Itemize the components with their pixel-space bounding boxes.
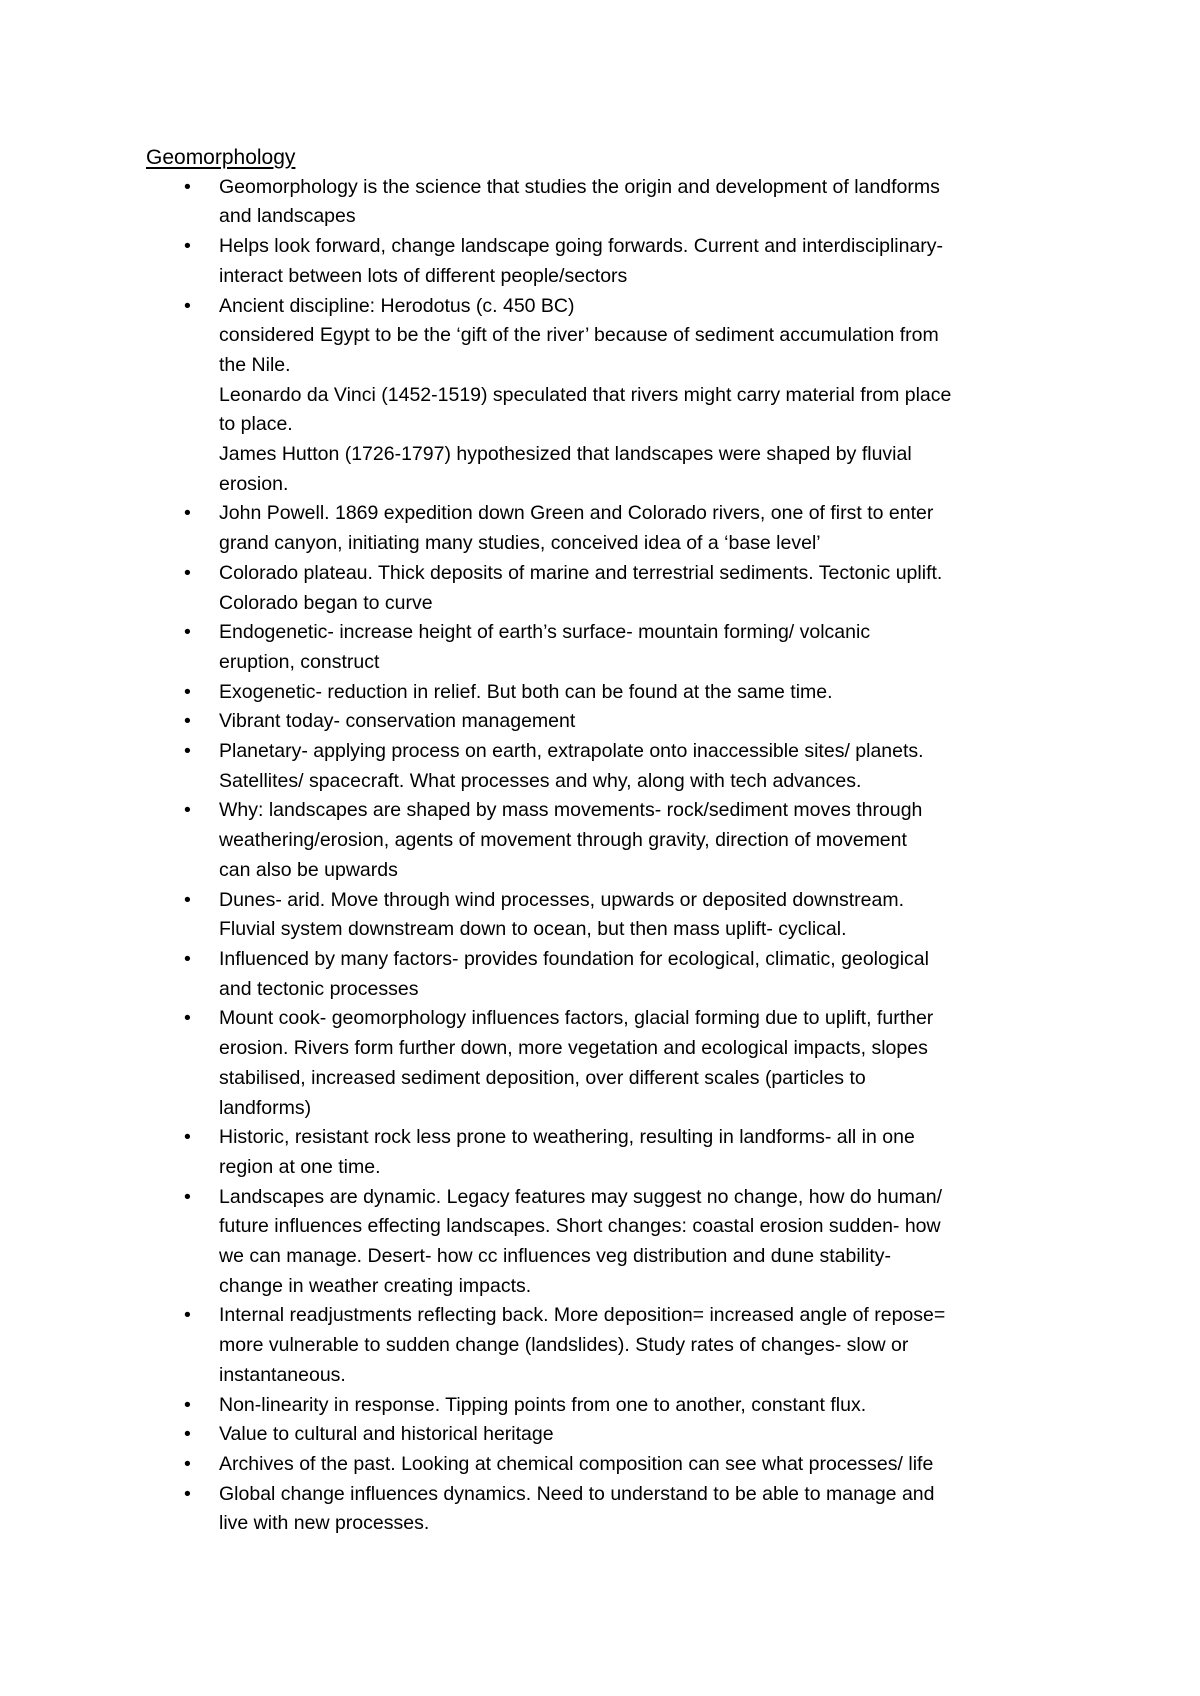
bullet-item xyxy=(146,707,1076,737)
bullet-item xyxy=(146,886,1076,945)
bullet-line: grand canyon, initiating many studies, conceived idea of a ‘base level’ xyxy=(219,532,821,555)
bullet-item xyxy=(146,1420,1076,1450)
bullet-line: and landscapes xyxy=(219,205,356,228)
bullet-line: • Internal readjustments reflecting back. More deposition= increased angle of repose= xyxy=(219,1304,946,1327)
bullet-item xyxy=(146,559,1076,618)
bullet-line: • Landscapes are dynamic. Legacy features may suggest no change, how do human/ xyxy=(219,1185,943,1208)
bullet-item xyxy=(146,173,1076,232)
bullet-line: • Global change influences dynamics. Need to understand to be able to manage and xyxy=(219,1482,935,1505)
bullet-line: • Planetary- applying process on earth, extrapolate onto inaccessible sites/ planets. xyxy=(219,740,924,763)
bullet-line: • Non-linearity in response. Tipping points from one to another, constant flux. xyxy=(219,1393,867,1416)
bullet-item xyxy=(146,1183,1076,1302)
bullet-item xyxy=(146,678,1076,708)
bullet-line: • Archives of the past. Looking at chemical composition can see what processes/ life xyxy=(219,1452,934,1475)
bullet-line: Satellites/ spacecraft. What processes and why, along with tech advances. xyxy=(219,769,862,792)
bullet-item xyxy=(146,232,1076,291)
bullet-line: instantaneous. xyxy=(219,1363,346,1386)
bullet-item xyxy=(146,618,1076,677)
bullet-line: we can manage. Desert- how cc influences veg distribution and dune stability- xyxy=(219,1245,892,1268)
bullet-line: more vulnerable to sudden change (landslides). Study rates of changes- slow or xyxy=(219,1334,909,1357)
bullet-line: landforms) xyxy=(219,1096,312,1119)
bullet-line: • Historic, resistant rock less prone to weathering, resulting in landforms- all in one xyxy=(219,1126,915,1149)
bullet-line: • Influenced by many factors- provides foundation for ecological, climatic, geological xyxy=(219,947,929,970)
bullet-item xyxy=(146,1391,1076,1421)
bullet-line: change in weather creating impacts. xyxy=(219,1274,532,1297)
document-content xyxy=(146,143,1076,1539)
bullet-line: Colorado began to curve xyxy=(219,591,433,614)
bullet-item xyxy=(146,1123,1076,1182)
bullet-item xyxy=(146,1450,1076,1480)
bullet-item xyxy=(146,1480,1076,1539)
bullet-line: the Nile. xyxy=(219,353,291,376)
bullet-line: • Endogenetic- increase height of earth’s surface- mountain forming/ volcanic xyxy=(219,621,871,644)
bullet-line: erosion. Rivers form further down, more vegetation and ecological impacts, slopes xyxy=(219,1037,928,1060)
bullet-line: erosion. xyxy=(219,472,289,495)
bullet-line: • Vibrant today- conservation management xyxy=(219,710,576,733)
bullet-item xyxy=(146,1004,1076,1123)
bullet-line: • Why: landscapes are shaped by mass movements- rock/sediment moves through xyxy=(219,799,923,822)
bullet-line: can also be upwards xyxy=(219,858,398,881)
bullet-line: considered Egypt to be the ‘gift of the river’ because of sediment accumulation from xyxy=(219,324,939,347)
bullet-line: stabilised, increased sediment deposition, over different scales (particles to xyxy=(219,1066,866,1089)
bullet-line: James Hutton (1726-1797) hypothesized that landscapes were shaped by fluvial xyxy=(219,443,912,466)
bullet-line: • John Powell. 1869 expedition down Green and Colorado rivers, one of first to enter xyxy=(219,502,934,525)
bullet-line: interact between lots of different people/sectors xyxy=(219,264,628,287)
bullet-item xyxy=(146,945,1076,1004)
bullet-line: Fluvial system downstream down to ocean, but then mass uplift- cyclical. xyxy=(219,918,847,941)
bullet-line: • Mount cook- geomorphology influences factors, glacial forming due to uplift, further xyxy=(219,1007,934,1030)
bullet-list xyxy=(146,173,1076,1539)
bullet-line: • Geomorphology is the science that studies the origin and development of landforms xyxy=(219,175,940,198)
bullet-line: Leonardo da Vinci (1452-1519) speculated that rivers might carry material from place xyxy=(219,383,952,406)
bullet-line: weathering/erosion, agents of movement through gravity, direction of movement xyxy=(219,829,907,852)
bullet-line: eruption, construct xyxy=(219,650,380,673)
bullet-line: • Colorado plateau. Thick deposits of marine and terrestrial sediments. Tectonic uplift. xyxy=(219,561,943,584)
bullet-item xyxy=(146,499,1076,558)
bullet-line: • Ancient discipline: Herodotus (c. 450 BC) xyxy=(219,294,575,317)
bullet-line: • Exogenetic- reduction in relief. But both can be found at the same time. xyxy=(219,680,833,703)
bullet-item xyxy=(146,796,1076,885)
bullet-item xyxy=(146,292,1076,500)
bullet-item xyxy=(146,1301,1076,1390)
bullet-line: • Value to cultural and historical heritage xyxy=(219,1423,554,1446)
bullet-line: live with new processes. xyxy=(219,1512,430,1535)
bullet-line: region at one time. xyxy=(219,1155,381,1178)
bullet-line: • Dunes- arid. Move through wind processes, upwards or deposited downstream. xyxy=(219,888,905,911)
bullet-line: and tectonic processes xyxy=(219,977,419,1000)
page-title: Geomorphology xyxy=(146,146,296,169)
bullet-item xyxy=(146,737,1076,796)
bullet-line: • Helps look forward, change landscape going forwards. Current and interdisciplinary- xyxy=(219,235,944,258)
bullet-line: to place. xyxy=(219,413,293,436)
bullet-line: future influences effecting landscapes. Short changes: coastal erosion sudden- how xyxy=(219,1215,941,1238)
